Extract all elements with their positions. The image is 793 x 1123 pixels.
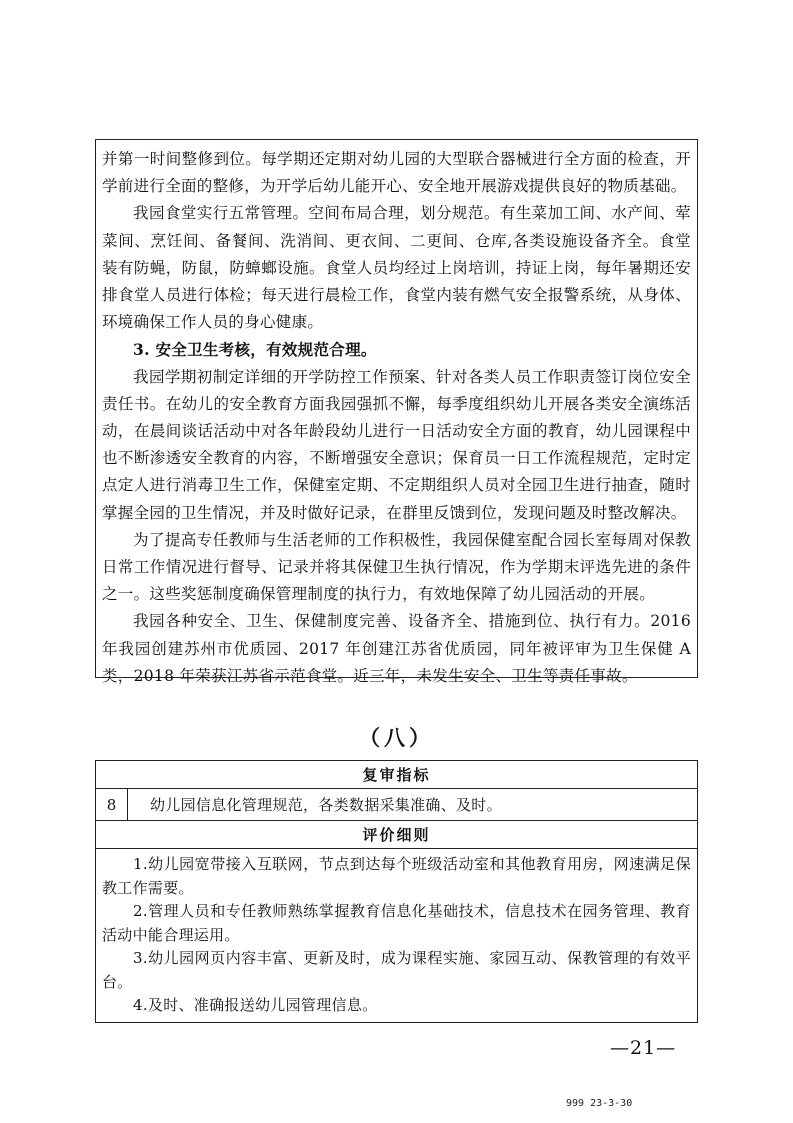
table-row — [96, 789, 698, 821]
detail-item-2: 2.管理人员和专任教师熟练掌握教育信息化基础技术，信息技术在园务管理、教育活动中能合理运用。 — [102, 902, 691, 944]
detail-item-1: 1.幼儿园宽带接入互联网，节点到达每个班级活动室和其他教育用房，网速满足保教工作需要。 — [102, 855, 691, 897]
table-row — [96, 849, 698, 1023]
evaluation-details-header: 评价细则 — [96, 821, 698, 849]
paragraph-achievements: 我园各种安全、卫生、保健制度完善、设备齐全、措施到位、执行有力。2016 年我园创建苏州市优质园、2017 年创建江苏省优质园，同年被评审为卫生保健 A 类，2018 年荣获江苏省示范食堂。近三年，未发生安全、卫生等责任事故。 — [102, 612, 691, 685]
detail-item-3: 3.幼儿园网页内容丰富、更新及时，成为课程实施、家园互动、保教管理的有效平台。 — [102, 949, 691, 991]
evaluation-details-cell — [96, 849, 698, 1023]
paragraph-incentives: 为了提高专任教师与生活老师的工作积极性，我园保健室配合园长室每周对保教日常工作情况进行督导、记录并将其保健卫生执行情况，作为学期末评选先进的条件之一。这些奖惩制度确保管理制度的执行力，有效地保障了幼儿园活动的开展。 — [102, 530, 691, 604]
table-row — [96, 761, 698, 789]
item-number: 8 — [96, 789, 128, 821]
paragraph-continuation: 并第一时间整修到位。每学期还定期对幼儿园的大型联合器械进行全方面的检查，开学前进行全面的整修，为开学后幼儿能开心、安全地开展游戏提供良好的物质基础。 — [102, 150, 691, 196]
continued-text-box — [95, 139, 698, 685]
review-indicator-table — [95, 760, 698, 1023]
item-text: 幼儿园信息化管理规范，各类数据采集准确、及时。 — [128, 789, 698, 821]
review-indicator-header: 复审指标 — [96, 761, 698, 789]
subheading-safety-assessment: 3. 安全卫生考核，有效规范合理。 — [133, 340, 377, 360]
page-number: —21— — [610, 1037, 677, 1059]
paragraph-canteen: 我园食堂实行五常管理。空间布局合理，划分规范。有生菜加工间、水产间、荤菜间、烹饪间、备餐间、洗消间、更衣间、二更间、仓库,各类设施设备齐全。食堂装有防蝇，防鼠，防蟑螂设施。食堂人员均经过上岗培训，持证上岗，每年暑期还安排食堂人员进行体检；每天进行晨检工作，食堂内装有燃气安全报警系统，从身体、环境确保工作人员的身心健康。 — [102, 204, 691, 332]
table-row — [96, 821, 698, 849]
section-title: （八） — [359, 725, 434, 750]
detail-item-4: 4.及时、准确报送幼儿园管理信息。 — [133, 996, 378, 1014]
print-stamp: 999 23-3-30 — [566, 1098, 633, 1109]
paragraph-safety-education: 我园学期初制定详细的开学防控工作预案、针对各类人员工作职责签订岗位安全责任书。在幼儿的安全教育方面我园强抓不懈，每季度组织幼儿开展各类安全演练活动，在晨间谈话活动中对各年龄段幼儿进行一日活动安全方面的教育，幼儿园课程中也不断渗透安全教育的内容，不断增强安全意识；保育员一日工作流程规范，定时定点定人进行消毒卫生工作，保健室定期、不定期组织人员对全园卫生进行抽查，随时掌握全园的卫生情况，并及时做好记录，在群里反馈到位，发现问题及时整改解决。 — [102, 367, 691, 522]
